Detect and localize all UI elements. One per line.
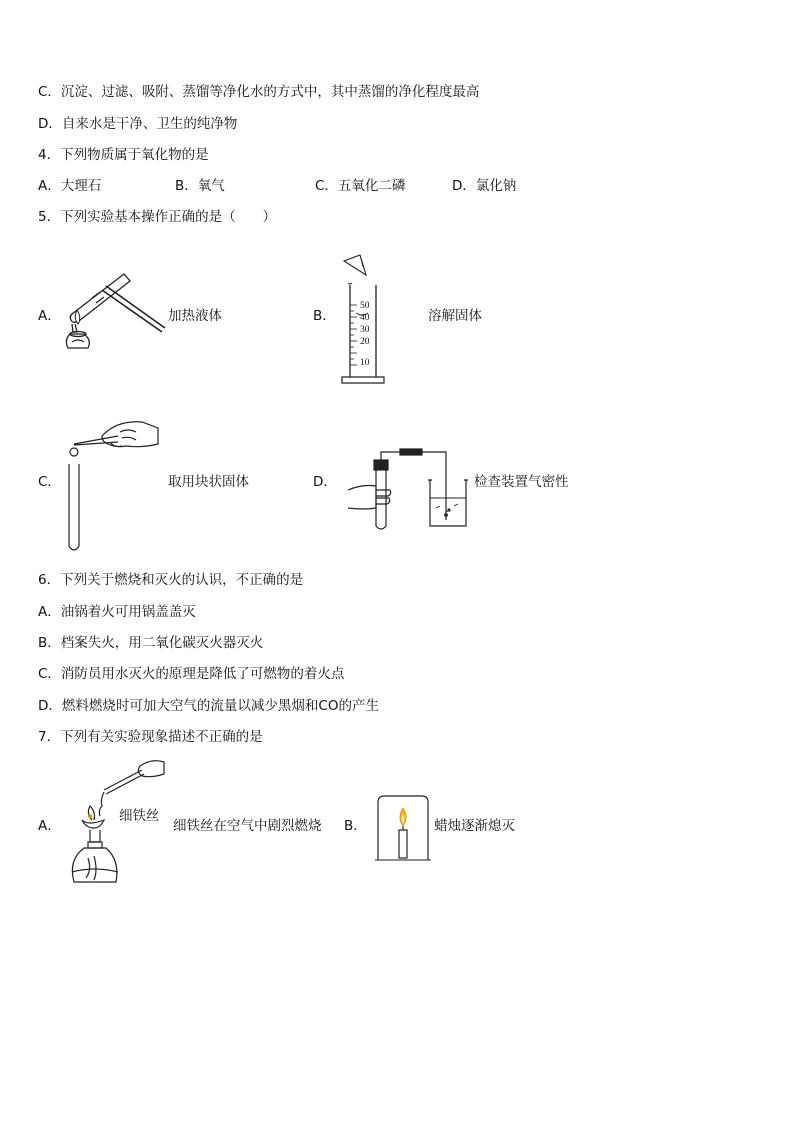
q4-option-a: A．大理石: [38, 178, 102, 194]
q5-a-letter: A．: [38, 308, 61, 324]
tick-label: 50: [360, 301, 370, 311]
q4-option-c: C．五氧化二磷: [315, 178, 406, 194]
q7-a-wire-label: 细铁丝: [119, 808, 160, 824]
candle-jar-figure: [375, 794, 431, 862]
q5-b-caption: 溶解固体: [428, 308, 482, 324]
q6-option-b: B．档案失火，用二氧化碳灭火器灭火: [38, 635, 264, 651]
q7-b-letter: B．: [344, 818, 367, 834]
tick-label: 40: [360, 313, 370, 323]
airtightness-figure: [346, 458, 476, 533]
q5-c-caption: 取用块状固体: [168, 474, 249, 490]
q5-a-caption: 加热液体: [168, 308, 222, 324]
q7-a-caption: 细铁丝在空气中剧烈燃烧: [173, 818, 322, 834]
q4-option-b: B．氧气: [175, 178, 225, 194]
q5-b-letter: B．: [313, 308, 336, 324]
q4-stem: 4．下列物质属于氧化物的是: [38, 147, 209, 163]
take-solid-figure: [62, 414, 162, 556]
heating-liquid-figure: [62, 262, 167, 357]
q7-b-caption: 蜡烛逐渐熄灭: [434, 818, 515, 834]
graduated-cylinder-figure: [338, 253, 388, 385]
q5-d-caption: 检查装置气密性: [474, 474, 569, 490]
q6-stem: 6．下列关于燃烧和灭火的认识，不正确的是: [38, 572, 304, 588]
q5-c-letter: C．: [38, 474, 61, 490]
tick-label: 10: [360, 358, 370, 368]
tick-label: 30: [360, 325, 370, 335]
q3-option-d: D．自来水是干净、卫生的纯净物: [38, 116, 238, 132]
q4-option-d: D．氯化钠: [452, 178, 517, 194]
q6-option-d: D．燃料燃烧时可加大空气的流量以减少黑烟和CO的产生: [38, 698, 379, 714]
q6-option-a: A．油锅着火可用锅盖盖灭: [38, 604, 196, 620]
tick-label: 20: [360, 337, 370, 347]
q6-option-c: C．消防员用水灭火的原理是降低了可燃物的着火点: [38, 666, 345, 682]
q3-option-c: C．沉淀、过滤、吸附、蒸馏等净化水的方式中，其中蒸馏的净化程度最高: [38, 84, 480, 100]
iron-wire-figure: [64, 756, 169, 896]
q7-stem: 7．下列有关实验现象描述不正确的是: [38, 729, 263, 745]
q7-a-letter: A．: [38, 818, 61, 834]
q5-d-letter: D．: [313, 474, 337, 490]
q5-stem: 5．下列实验基本操作正确的是（ ）: [38, 209, 277, 225]
